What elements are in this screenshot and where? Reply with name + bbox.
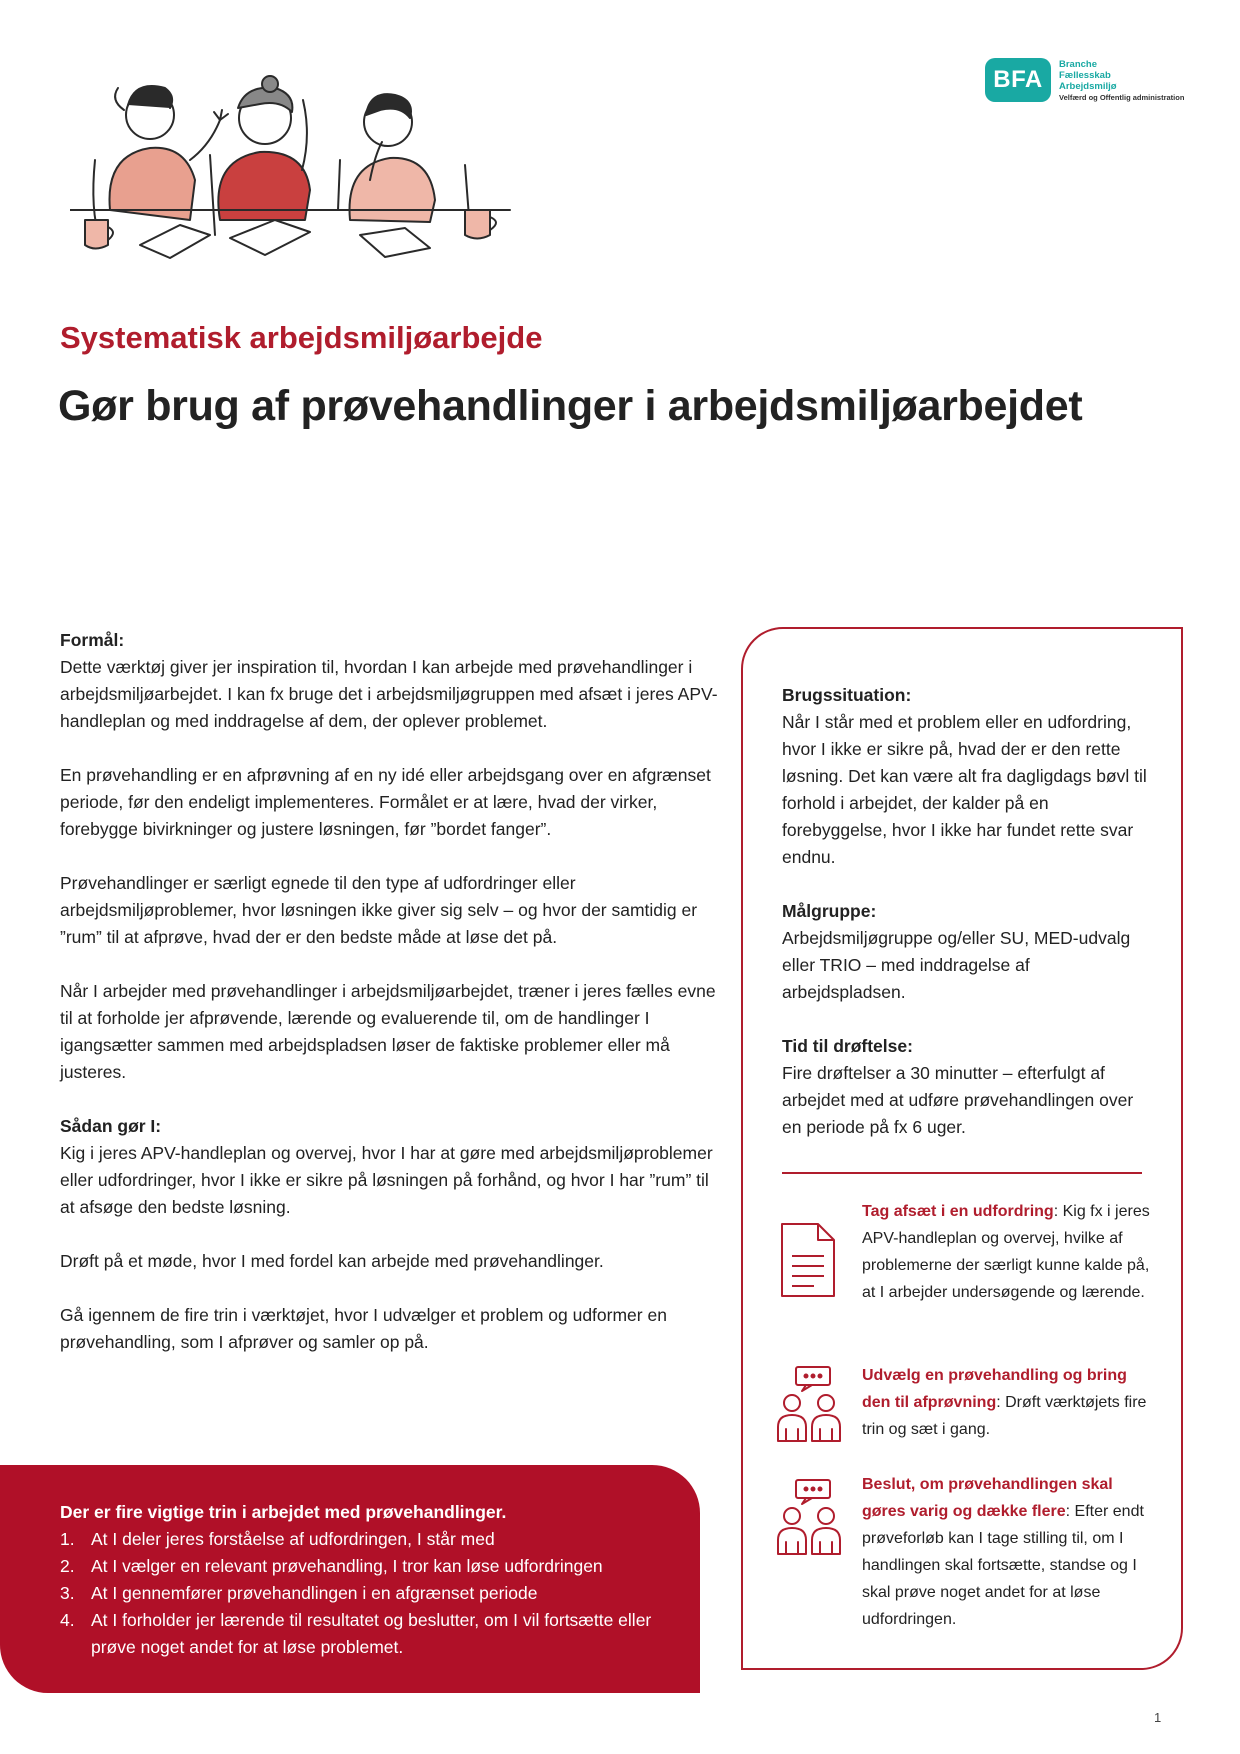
howto-heading: Sådan gør I: (60, 1116, 162, 1136)
section-kicker: Systematisk arbejdsmiljøarbejde (60, 320, 543, 355)
sidebar-divider (782, 1172, 1142, 1174)
bfa-logo (985, 57, 1205, 107)
use-situation-text: Når I står med et problem eller en udfordring, hvor I ikke er sikre på, hvad der er den rette løsning. Det kan være alt fra dagligdags bøvl til forhold i arbejdet, der kalder på en forebyggelse, hvor I ikke har fundet rette svar endnu. (782, 712, 1147, 867)
step-challenge-text: : Kig fx i jeres APV-handleplan og overvej, hvilke af problemerne der særligt kunne kalde på, at I arbejder undersøgende og lærende. (862, 1203, 1150, 1301)
document-icon (774, 1220, 844, 1300)
list-item-number: 4. (60, 1610, 75, 1630)
list-item-text: At I deler jeres forståelse af udfordringen, I står med (91, 1529, 495, 1549)
logo-line-2: Fællesskab (1059, 70, 1111, 81)
list-item (60, 1526, 680, 1553)
list-item-text: At I gennemfører prøvehandlingen i en afgrænset periode (91, 1583, 538, 1603)
four-steps-list (60, 1526, 680, 1661)
four-steps-box (0, 1465, 700, 1693)
info-sidebar (782, 682, 1152, 1168)
list-item (60, 1607, 680, 1661)
target-group-text: Arbejdsmiljøgruppe og/eller SU, MED-udvalg eller TRIO – med inddragelse af arbejdspladsen. (782, 928, 1131, 1002)
purpose-heading: Formål: (60, 630, 125, 650)
step-challenge-lead: Tag afsæt i en udfordring (862, 1203, 1054, 1220)
use-situation (782, 682, 1152, 871)
four-steps-content (60, 1499, 680, 1661)
discussion-time (782, 1033, 1152, 1141)
step-decide-lead: Beslut, om prøvehandlingen skal gøres varig og dække flere (862, 1476, 1113, 1520)
list-item-number: 1. (60, 1529, 75, 1549)
main-text-column (60, 627, 720, 1383)
list-item-number: 2. (60, 1556, 75, 1576)
list-item (60, 1580, 680, 1607)
target-group (782, 898, 1152, 1006)
step-decide-text: : Efter endt prøveforløb kan I tage stilling til, om I handlingen skal fortsætte, standse og I skal prøve noget andet for at løse udfordringen. (862, 1503, 1144, 1628)
step-select-action (862, 1362, 1152, 1443)
suitability-paragraph: Prøvehandlinger er særligt egnede til den type af udfordringer eller arbejdsmiljøproblemer, hvor løsningen ikke giver sig selv – og hvor der samtidig er ”rum” til at afprøve, hvad der er den bedste måde at løse det på. (60, 873, 698, 947)
meeting-paragraph: Drøft på et møde, hvor I med fordel kan arbejde med prøvehandlinger. (60, 1251, 604, 1271)
step-select-action-lead: Udvælg en prøvehandling og bring den til afprøvning (862, 1367, 1127, 1411)
logo-line-1: Branche (1059, 59, 1098, 70)
list-item-text: At I forholder jer lærende til resultatet og beslutter, om I vil fortsætte eller prøve noget andet for at løse problemet. (91, 1610, 652, 1657)
steps-intro-paragraph: Gå igennem de fire trin i værktøjet, hvor I udvælger et problem og udformer en prøvehandling, som I afprøver og samler op på. (60, 1305, 667, 1352)
list-item-number: 3. (60, 1583, 75, 1603)
page-number: 1 (1154, 1710, 1162, 1725)
howto-text: Kig i jeres APV-handleplan og overvej, hvor I har at gøre med arbejdsmiljøproblemer eller udfordringer, hvor I ikke er sikre på løsningen på forhånd, og hvor I har ”rum” til at afsøge den bedste løsning. (60, 1143, 713, 1217)
list-item (60, 1553, 680, 1580)
logo-subtitle: Velfærd og Offentlig administration (1059, 93, 1185, 102)
step-decide (862, 1471, 1152, 1633)
step-challenge (862, 1198, 1152, 1306)
use-situation-heading: Brugssituation: (782, 685, 912, 705)
four-steps-heading: Der er fire vigtige trin i arbejdet med prøvehandlinger. (60, 1502, 507, 1522)
purpose-text: Dette værktøj giver jer inspiration til, hvordan I kan arbejde med prøvehandlinger i arbejdsmiljøarbejdet. I kan fx bruge det i arbejdsmiljøgruppen med afsæt i jeres APV-handleplan og med inddragelse af dem, der oplever problemet. (60, 657, 718, 731)
definition-paragraph: En prøvehandling er en afprøvning af en ny idé eller arbejdsgang over en afgrænset periode, før den endeligt implementeres. Formålet er at lære, hvad der virker, forebygge bivirkninger og justere løsningen, før ”bordet fanger”. (60, 765, 711, 839)
training-paragraph: Når I arbejder med prøvehandlinger i arbejdsmiljøarbejdet, træner i jeres fælles evne til at forholde jer afprøvende, lærende og evaluerende til, om de handlinger I igangsætter sammen med arbejdspladsen løser de faktiske problemer eller må justeres. (60, 981, 716, 1082)
discussion-time-text: Fire drøftelser a 30 minutter – efterfulgt af arbejdet med at udføre prøvehandlingen over en periode på fx 6 uger. (782, 1063, 1134, 1137)
bfa-logo-text (1059, 59, 1184, 103)
people-discussion-icon (774, 1365, 844, 1445)
step-select-action-text: : Drøft værktøjets fire trin og sæt i gang. (862, 1394, 1147, 1438)
howto-paragraph (60, 1113, 720, 1221)
people-discussion-icon (774, 1478, 844, 1558)
target-group-heading: Målgruppe: (782, 901, 877, 921)
list-item-text: At I vælger en relevant prøvehandling, I tror kan løse udfordringen (91, 1556, 603, 1576)
logo-line-3: Arbejdsmiljø (1059, 81, 1117, 92)
page-title: Gør brug af prøvehandlinger i arbejdsmiljøarbejdet (58, 382, 1083, 430)
bfa-logo-mark: BFA (985, 58, 1051, 102)
discussion-time-heading: Tid til drøftelse: (782, 1036, 913, 1056)
meeting-illustration (70, 60, 580, 280)
purpose-paragraph (60, 627, 720, 735)
